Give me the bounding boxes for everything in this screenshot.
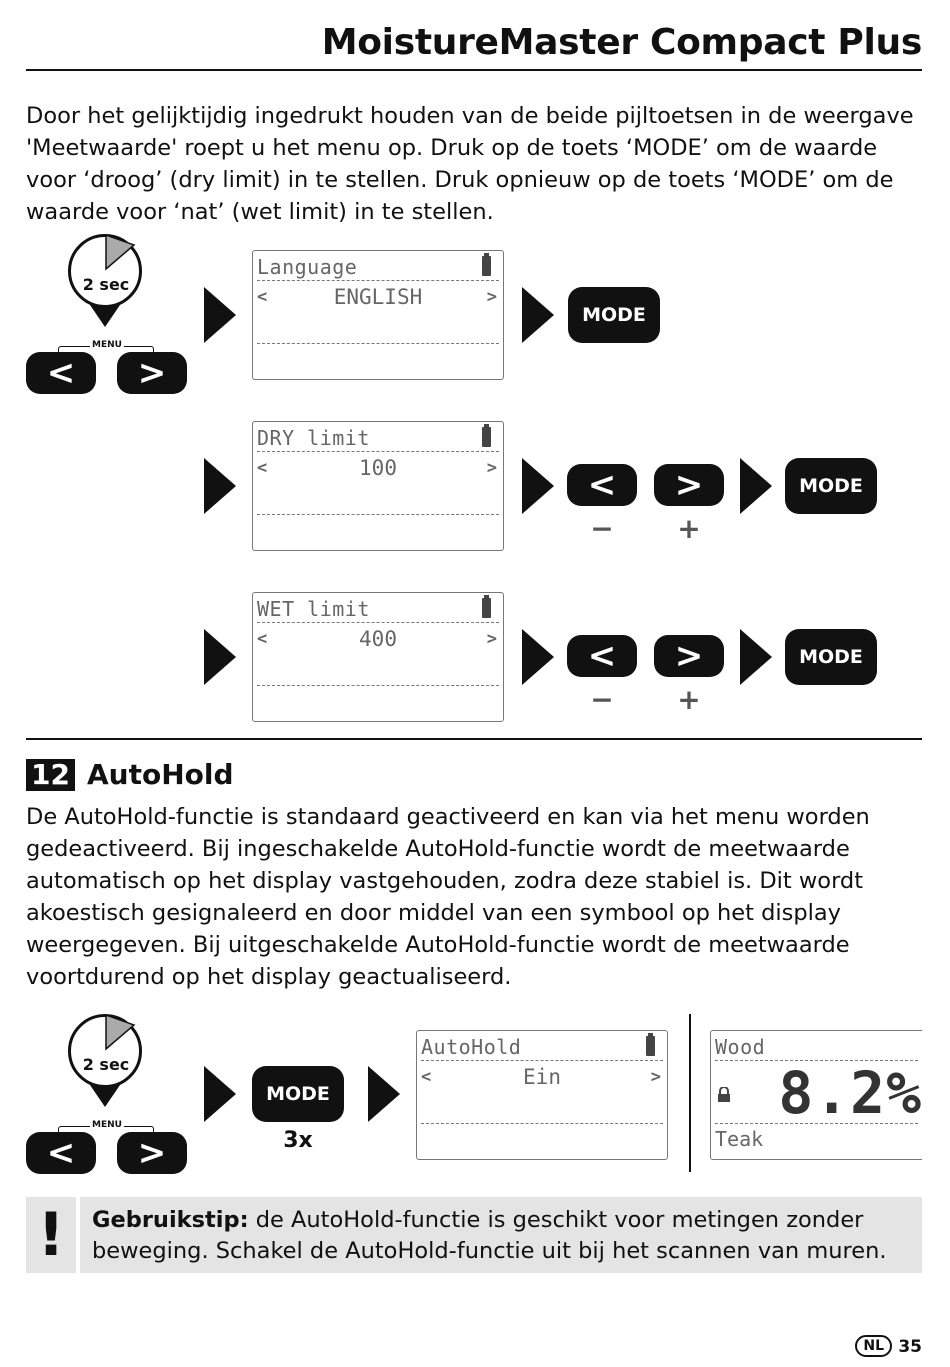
timer-pointer-icon (90, 1085, 120, 1107)
lcd-title: Wood (715, 1035, 766, 1059)
lcd-title: WET limit (257, 597, 370, 621)
lcd-divider (715, 1123, 918, 1124)
right-key-button[interactable]: > (654, 464, 724, 506)
mode-button[interactable]: MODE (785, 629, 877, 685)
battery-icon (482, 256, 491, 276)
arrow-right-icon (204, 458, 236, 514)
lcd-title: Language (257, 255, 358, 279)
lcd-wet-limit (252, 592, 504, 722)
right-key-button[interactable]: > (117, 352, 187, 394)
right-key-button[interactable]: > (117, 1132, 187, 1174)
lcd-left-chevron-icon: < (257, 629, 268, 649)
left-key-button[interactable]: < (567, 635, 637, 677)
page-number: 35 (898, 1337, 922, 1357)
plus-label: + (677, 512, 701, 545)
arrow-right-icon (522, 458, 554, 514)
lcd-divider (257, 685, 499, 686)
timer-label: 2 sec (82, 275, 130, 294)
mode-button[interactable]: MODE (252, 1066, 344, 1122)
lcd-divider (257, 451, 499, 452)
lcd-dry-limit (252, 421, 504, 551)
arrow-right-icon (740, 458, 772, 514)
arrow-right-icon (368, 1066, 400, 1122)
arrow-right-icon (204, 287, 236, 343)
timer-label: 2 sec (82, 1055, 130, 1074)
arrow-right-icon (522, 629, 554, 685)
timer-pointer-icon (90, 305, 120, 327)
lcd-left-chevron-icon: < (257, 458, 268, 478)
minus-label: − (590, 683, 614, 716)
section-heading (26, 758, 234, 791)
timer-group (68, 234, 142, 334)
lcd-value: ENGLISH (333, 285, 423, 309)
lcd-left-chevron-icon: < (257, 287, 268, 307)
lcd-divider (421, 1060, 663, 1061)
tip-text (92, 1205, 912, 1267)
header-rule (26, 69, 922, 71)
lcd-divider (257, 280, 499, 281)
lcd-autohold (416, 1030, 668, 1160)
left-key-button[interactable]: < (567, 464, 637, 506)
tip-label: Gebruikstip: (92, 1207, 249, 1233)
lcd-right-chevron-icon: > (486, 458, 497, 478)
left-key-button[interactable]: < (26, 1132, 96, 1174)
press-count-label: 3x (283, 1128, 313, 1153)
lock-icon (716, 1087, 732, 1103)
timer-wedge-icon (104, 235, 140, 271)
mode-button[interactable]: MODE (785, 458, 877, 514)
lcd-divider (257, 622, 499, 623)
battery-icon (482, 598, 491, 618)
plus-label: + (677, 683, 701, 716)
lcd-right-chevron-icon: > (650, 1067, 661, 1087)
section-title: AutoHold (86, 758, 234, 791)
vertical-divider (689, 1014, 691, 1172)
menu-label: MENU (92, 340, 122, 350)
battery-icon (482, 427, 491, 447)
lcd-value: Ein (523, 1065, 561, 1089)
section-number: 12 (26, 759, 75, 791)
lcd-value: 100 (359, 456, 397, 480)
arrow-right-icon (740, 629, 772, 685)
timer-wedge-icon (104, 1015, 140, 1051)
warning-icon: ! (26, 1197, 80, 1273)
lcd-right-chevron-icon: > (486, 287, 497, 307)
arrow-right-icon (204, 1066, 236, 1122)
arrow-right-icon (522, 287, 554, 343)
timer-group (68, 1014, 142, 1114)
moisture-reading: 8.2% (778, 1059, 922, 1127)
lcd-divider (257, 514, 499, 515)
menu-label: MENU (92, 1120, 122, 1130)
lcd-title: AutoHold (421, 1035, 522, 1059)
language-badge: NL (855, 1335, 892, 1357)
mode-button[interactable]: MODE (568, 287, 660, 343)
arrow-right-icon (204, 629, 236, 685)
lcd-divider (257, 343, 499, 344)
lcd-wood-reading (710, 1030, 922, 1160)
lcd-right-chevron-icon: > (486, 629, 497, 649)
page-title: MoistureMaster Compact Plus (321, 22, 922, 63)
lcd-title: DRY limit (257, 426, 370, 450)
timer-icon (68, 234, 142, 308)
lcd-left-chevron-icon: < (421, 1067, 432, 1087)
lcd-language (252, 250, 504, 380)
lcd-value: 400 (359, 627, 397, 651)
timer-icon (68, 1014, 142, 1088)
section-rule (26, 738, 922, 740)
lcd-divider (421, 1123, 663, 1124)
tip-body: de AutoHold-functie is geschikt voor metingen zonder beweging. Schakel de AutoHold-functie uit bij het scannen van muren. (92, 1207, 887, 1264)
minus-label: − (590, 512, 614, 545)
intro-paragraph: Door het gelijktijdig ingedrukt houden van de beide pijltoetsen in de weergave 'Meetwaarde' roept u het menu op. Druk op de toets ‘MODE’ om de waarde voor ‘droog’ (dry limit) in te stellen. Druk opnieuw op de toets ‘MODE’ om de waarde voor ‘nat’ (wet limit) in te stellen. (26, 103, 914, 225)
right-key-button[interactable]: > (654, 635, 724, 677)
material-label: Teak (715, 1127, 764, 1151)
battery-icon (646, 1036, 655, 1056)
section-body: De AutoHold-functie is standaard geactiveerd en kan via het menu worden gedeactiveerd. Bij ingeschakelde AutoHold-functie wordt de meetwaarde automatisch op het display vastgehouden, zodra deze stabiel is. Dit wordt akoestisch gesignaleerd en door middel van een symbool op het display weergegeven. Bij uitgeschakelde AutoHold-functie wordt de meetwaarde voortdurend op het display geactualiseerd. (26, 804, 870, 990)
left-key-button[interactable]: < (26, 352, 96, 394)
